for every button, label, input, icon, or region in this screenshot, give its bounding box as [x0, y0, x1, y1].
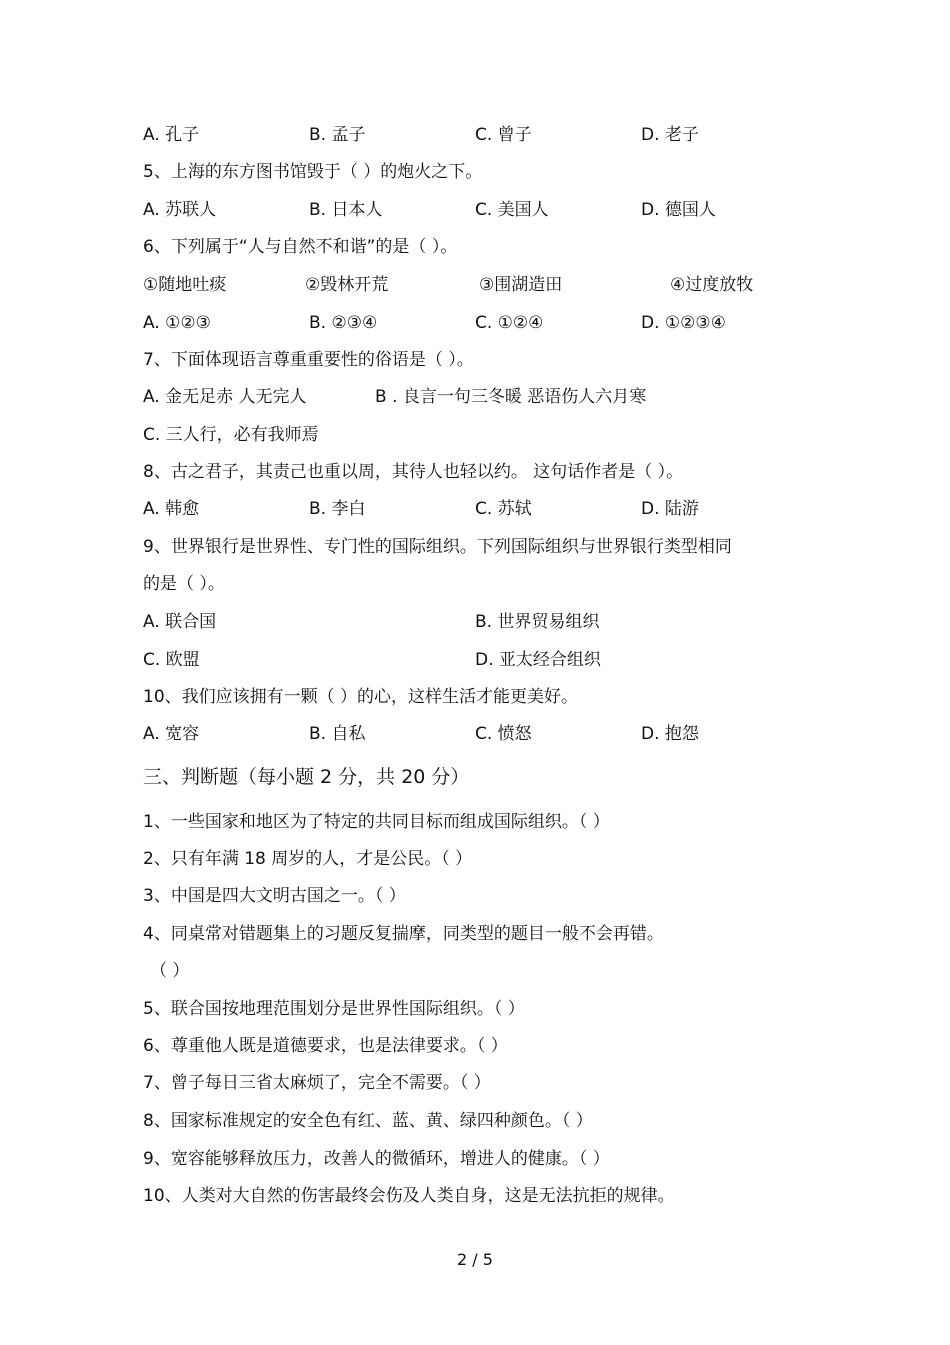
- q6-item-2: ②毁林开荒: [305, 275, 389, 295]
- q9-stem-line1: 9、世界银行是世界性、专门性的国际组织。下列国际组织与世界银行类型相同: [143, 537, 732, 557]
- q7-option-a: A. 金无足赤 人无完人: [143, 387, 307, 407]
- q9-option-a: A. 联合国: [143, 612, 217, 632]
- q7-stem: 7、下面体现语言尊重重要性的俗语是（ ）。: [143, 350, 474, 370]
- q6-option-a: A. ①②③: [143, 313, 211, 333]
- q10-option-b: B. 自私: [309, 724, 366, 744]
- tf-item-10: 10、人类对大自然的伤害最终会伤及人类自身，这是无法抗拒的规律。: [143, 1186, 675, 1206]
- tf-item-4-answer-blank: （ ）: [150, 961, 190, 981]
- q10-option-a: A. 宽容: [143, 724, 200, 744]
- q8-option-a: A. 韩愈: [143, 499, 200, 519]
- q6-item-3: ③围湖造田: [479, 275, 563, 295]
- q6-option-c: C. ①②④: [475, 313, 544, 333]
- tf-item-5: 5、联合国按地理范围划分是世界性国际组织。（ ）: [143, 999, 525, 1019]
- q8-stem: 8、古之君子，其责己也重以周，其待人也轻以约。 这句话作者是（ ）。: [143, 462, 684, 482]
- q8-option-c: C. 苏轼: [475, 499, 532, 519]
- q7-option-c: C. 三人行，必有我师焉: [143, 425, 319, 445]
- q9-option-d: D. 亚太经合组织: [475, 650, 601, 670]
- tf-item-9: 9、宽容能够释放压力，改善人的微循环，增进人的健康。（ ）: [143, 1149, 610, 1169]
- q10-option-c: C. 愤怒: [475, 724, 532, 744]
- q4-option-c: C. 曾子: [475, 125, 532, 145]
- q8-option-d: D. 陆游: [641, 499, 699, 519]
- q6-item-1: ①随地吐痰: [143, 275, 227, 295]
- tf-item-8: 8、国家标准规定的安全色有红、蓝、黄、绿四种颜色。（ ）: [143, 1111, 593, 1131]
- q5-option-a: A. 苏联人: [143, 200, 217, 220]
- q9-option-c: C. 欧盟: [143, 650, 200, 670]
- q6-option-b: B. ②③④: [309, 313, 378, 333]
- tf-item-2: 2、只有年满 18 周岁的人，才是公民。（ ）: [143, 849, 473, 869]
- q5-option-d: D. 德国人: [641, 200, 716, 220]
- q9-stem-line2: 的是（ ）。: [143, 574, 225, 594]
- tf-item-4: 4、同桌常对错题集上的习题反复揣摩，同类型的题目一般不会再错。: [143, 924, 664, 944]
- q10-stem: 10、我们应该拥有一颗（ ）的心，这样生活才能更美好。: [143, 687, 579, 707]
- q4-option-b: B. 孟子: [309, 125, 366, 145]
- q6-item-4: ④过度放牧: [670, 275, 754, 295]
- q4-option-a: A. 孔子: [143, 125, 200, 145]
- q5-option-c: C. 美国人: [475, 200, 549, 220]
- q5-stem: 5、上海的东方图书馆毁于（ ）的炮火之下。: [143, 162, 483, 182]
- q10-option-d: D. 抱怨: [641, 724, 699, 744]
- q4-option-d: D. 老子: [641, 125, 699, 145]
- q9-option-b: B. 世界贸易组织: [475, 612, 600, 632]
- q8-option-b: B. 李白: [309, 499, 366, 519]
- tf-item-7: 7、曾子每日三省太麻烦了，完全不需要。（ ）: [143, 1073, 491, 1093]
- page-number: 2 / 5: [457, 1250, 493, 1269]
- q7-option-b: B . 良言一句三冬暖 恶语伤人六月寒: [375, 387, 647, 407]
- section-heading-true-false: 三、判断题（每小题 2 分，共 20 分）: [143, 766, 470, 788]
- tf-item-1: 1、一些国家和地区为了特定的共同目标而组成国际组织。（ ）: [143, 812, 610, 832]
- q6-option-d: D. ①②③④: [641, 313, 726, 333]
- q5-option-b: B. 日本人: [309, 200, 383, 220]
- q6-stem: 6、下列属于“人与自然不和谐”的是（ ）。: [143, 237, 458, 257]
- tf-item-3: 3、中国是四大文明古国之一。（ ）: [143, 886, 406, 906]
- tf-item-6: 6、尊重他人既是道德要求，也是法律要求。（ ）: [143, 1036, 508, 1056]
